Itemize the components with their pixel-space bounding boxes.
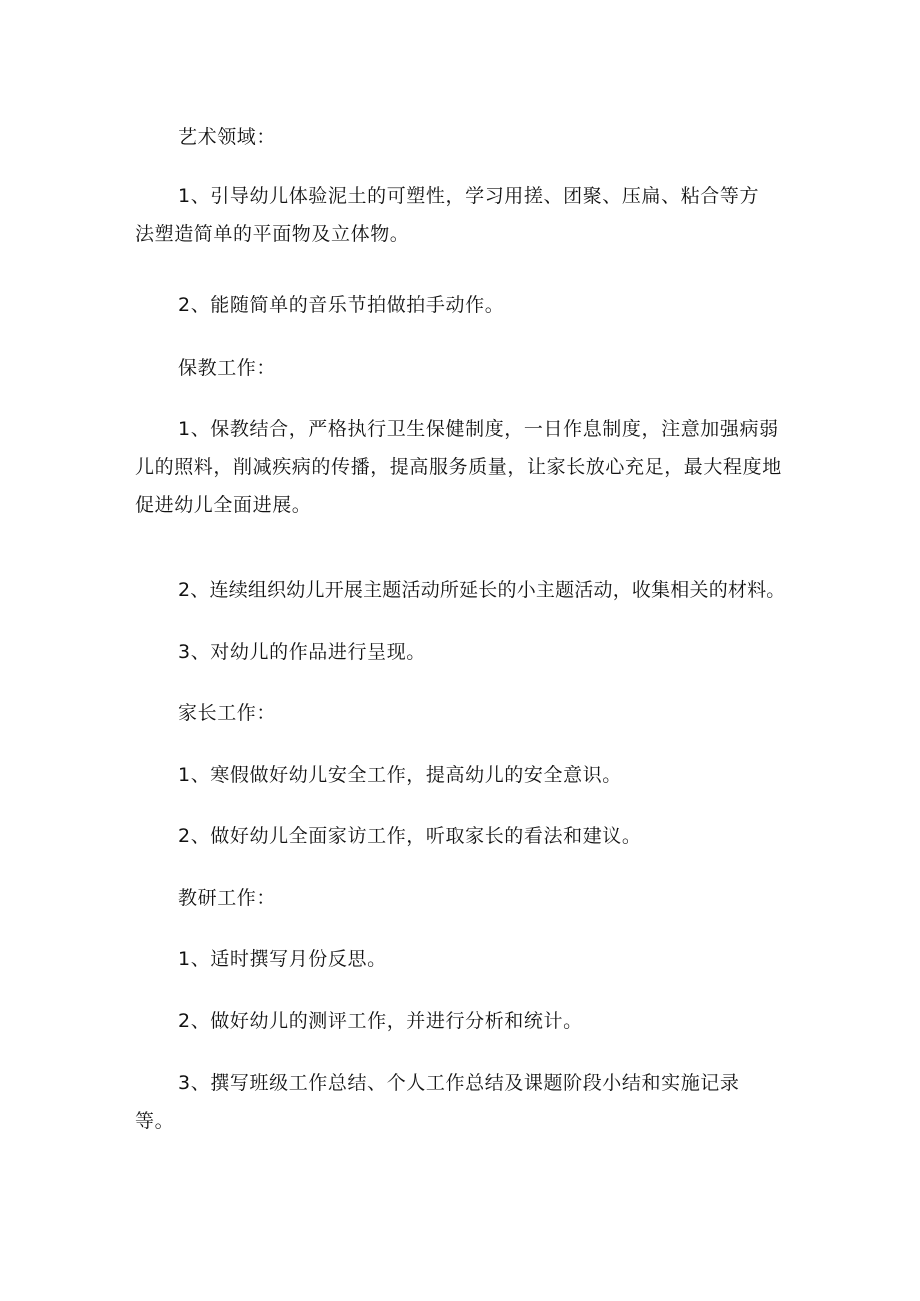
section-heading-parent bbox=[135, 694, 795, 732]
section-heading-art bbox=[135, 118, 795, 156]
section-heading-care bbox=[135, 349, 795, 387]
text-line: 儿的照料，削减疾病的传播，提高服务质量，让家长放心充足，最大程度地 bbox=[135, 456, 782, 478]
paragraph-parent-item-1 bbox=[135, 756, 795, 794]
text-line: 3、对幼儿的作品进行呈现。 bbox=[178, 641, 426, 663]
text-line: 2、做好幼儿全面家访工作，听取家长的看法和建议。 bbox=[178, 825, 642, 847]
text-line: 法塑造简单的平面物及立体物。 bbox=[135, 223, 410, 245]
text-line: 家长工作： bbox=[178, 702, 277, 724]
text-line: 艺术领域： bbox=[178, 126, 277, 148]
paragraph-care-item-2 bbox=[135, 571, 815, 609]
text-line: 促进幼儿全面进展。 bbox=[135, 494, 312, 516]
paragraph-research-item-1 bbox=[135, 940, 795, 978]
text-line: 2、做好幼儿的测评工作，并进行分析和统计。 bbox=[178, 1010, 583, 1032]
paragraph-art-item-1 bbox=[135, 177, 795, 253]
text-line: 2、连续组织幼儿开展主题活动所延长的小主题活动，收集相关的材料。 bbox=[178, 579, 786, 601]
paragraph-care-item-1 bbox=[135, 410, 795, 524]
text-line: 1、保教结合，严格执行卫生保健制度，一日作息制度，注意加强病弱 bbox=[178, 418, 779, 440]
text-line: 等。 bbox=[135, 1110, 175, 1132]
section-heading-research bbox=[135, 879, 795, 917]
paragraph-parent-item-2 bbox=[135, 817, 795, 855]
paragraph-care-item-3 bbox=[135, 633, 795, 671]
paragraph-art-item-2 bbox=[135, 286, 795, 324]
text-line: 教研工作： bbox=[178, 887, 277, 909]
text-line: 1、寒假做好幼儿安全工作，提高幼儿的安全意识。 bbox=[178, 764, 622, 786]
text-line: 3、撰写班级工作总结、个人工作总结及课题阶段小结和实施记录 bbox=[178, 1072, 740, 1094]
text-line: 2、能随简单的音乐节拍做拍手动作。 bbox=[178, 294, 505, 316]
text-line: 保教工作： bbox=[178, 357, 277, 379]
text-line: 1、适时撰写月份反思。 bbox=[178, 948, 387, 970]
paragraph-research-item-2 bbox=[135, 1002, 795, 1040]
paragraph-research-item-3 bbox=[135, 1064, 795, 1140]
text-line: 1、引导幼儿体验泥土的可塑性，学习用搓、团聚、压扁、粘合等方 bbox=[178, 185, 760, 207]
